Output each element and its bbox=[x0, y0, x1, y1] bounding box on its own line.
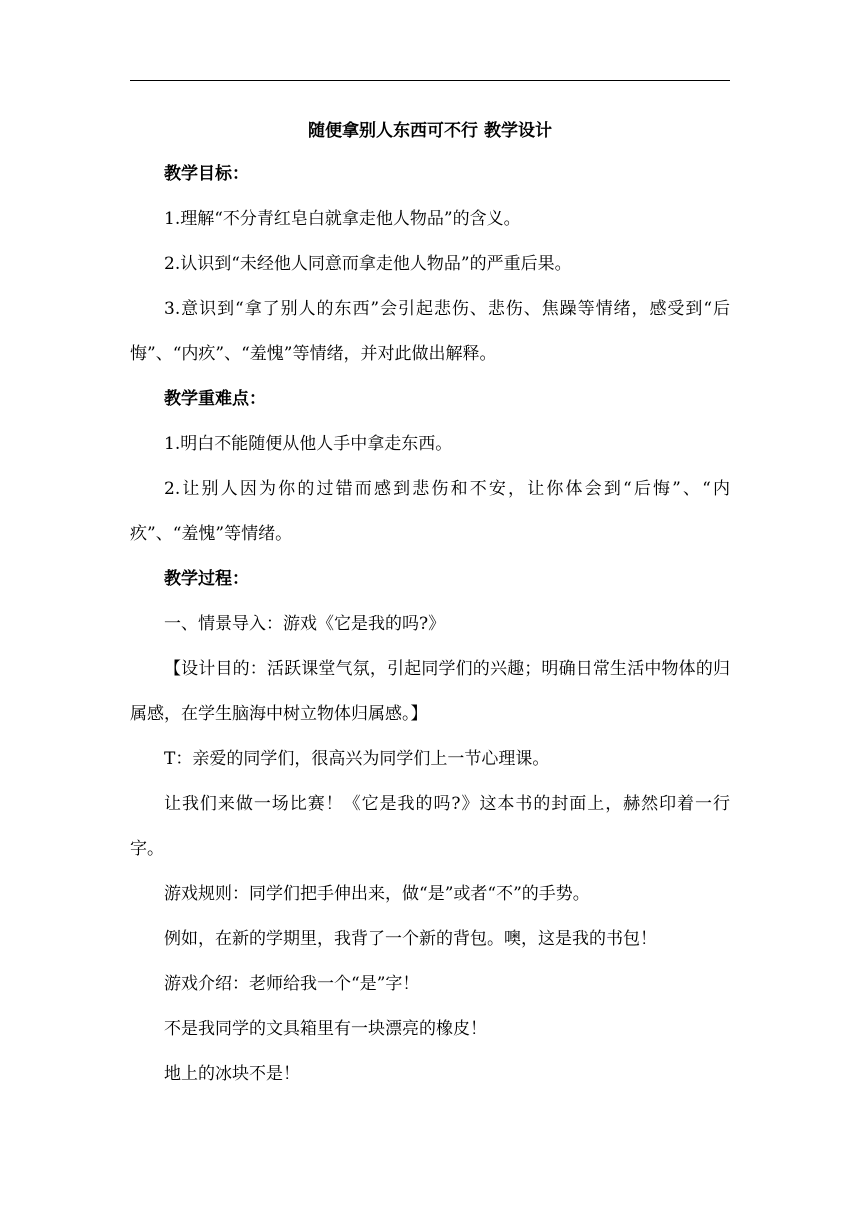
objective-1: 1.理解“不分青红皂白就拿走他人物品”的含义。 bbox=[164, 209, 521, 229]
objective-2: 2.认识到“未经他人同意而拿走他人物品”的严重后果。 bbox=[164, 254, 572, 274]
section-heading-process: 教学过程： bbox=[164, 569, 249, 589]
process-paragraph: 地上的冰块不是！ bbox=[164, 1064, 300, 1084]
process-paragraph: 一、情景导入：游戏《它是我的吗?》 bbox=[164, 614, 446, 634]
section-heading-key-points: 教学重难点： bbox=[164, 389, 266, 409]
header-rule bbox=[130, 80, 730, 81]
objective-3: 3.意识到“拿了别人的东西”会引起悲伤、悲伤、焦躁等情绪，感受到“后悔”、“内疚”、“羞愧”等情绪，并对此做出解释。 bbox=[130, 299, 730, 364]
process-paragraph: 让我们来做一场比赛！《它是我的吗?》这本书的封面上，赫然印着一行字。 bbox=[130, 794, 730, 859]
process-paragraph: T：亲爱的同学们，很高兴为同学们上一节心理课。 bbox=[164, 749, 550, 769]
process-paragraph: 游戏规则：同学们把手伸出来，做“是”或者“不”的手势。 bbox=[164, 884, 590, 904]
process-paragraph: 【设计目的：活跃课堂气氛，引起同学们的兴趣；明确日常生活中物体的归属感，在学生脑海中树立物体归属感。】 bbox=[130, 659, 730, 724]
key-point-1: 1.明白不能随便从他人手中拿走东西。 bbox=[164, 434, 453, 454]
process-paragraph: 不是我同学的文具箱里有一块漂亮的橡皮！ bbox=[164, 1019, 487, 1039]
key-point-2: 2.让别人因为你的过错而感到悲伤和不安，让你体会到“后悔”、“内疚”、“羞愧”等情绪。 bbox=[130, 479, 730, 544]
document-body bbox=[130, 110, 730, 1097]
process-paragraph: 例如，在新的学期里，我背了一个新的背包。噢，这是我的书包！ bbox=[164, 929, 657, 949]
section-heading-objectives: 教学目标： bbox=[164, 164, 249, 184]
process-paragraph: 游戏介绍：老师给我一个“是”字！ bbox=[164, 974, 420, 994]
document-title: 随便拿别人东西可不行 教学设计 bbox=[308, 121, 552, 141]
